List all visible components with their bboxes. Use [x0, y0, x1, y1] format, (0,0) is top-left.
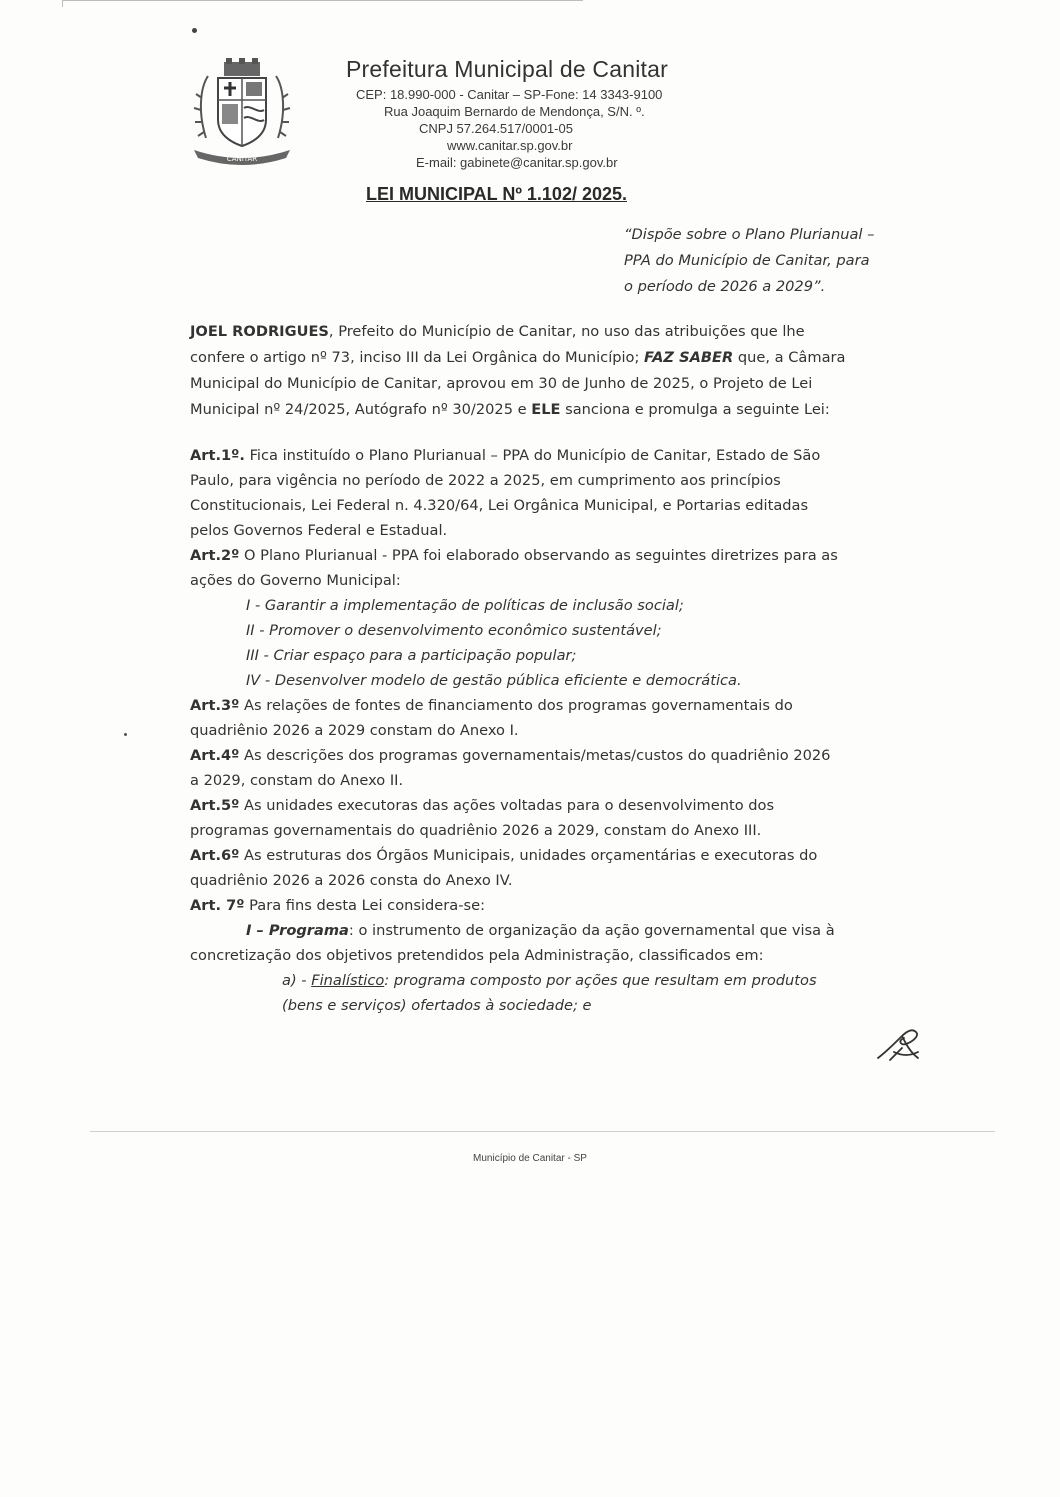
article-label: Art.5º [190, 797, 240, 814]
article-text: O Plano Plurianual - PPA foi elaborado observando as seguintes diretrizes para as [239, 547, 838, 564]
ele-word: ELE [531, 401, 561, 418]
article-text: Para fins desta Lei considera-se: [244, 897, 485, 914]
article-text: Fica instituído o Plano Plurianual – PPA do Município de Canitar, Estado de São [244, 447, 821, 464]
programa-term: I – Programa [246, 922, 349, 939]
article-label: Art.3º [190, 697, 240, 714]
scan-speck [192, 28, 197, 33]
article-label: Art.6º [190, 847, 240, 864]
faz-saber: FAZ SABER [644, 349, 734, 366]
guideline-item: I - Garantir a implementação de políticas de inclusão social; [246, 597, 684, 614]
preamble-text: confere o artigo nº 73, inciso III da Lei Orgânica do Município; [190, 349, 645, 366]
art3-line-1 [190, 694, 793, 718]
art7-line-1 [190, 894, 485, 918]
cep-phone-line: CEP: 18.990-000 - Canitar – SP-Fone: 14 3343-9100 [356, 87, 663, 102]
art2-line-1 [190, 544, 838, 568]
art1-line-1 [190, 444, 820, 468]
signature-initials-icon [872, 1022, 928, 1066]
art7-program-line [246, 919, 835, 943]
preamble-text: Municipal nº 24/2025, Autógrafo nº 30/2025 e [190, 401, 532, 418]
finalistico-term: Finalístico [311, 972, 385, 989]
scan-border-line [62, 0, 583, 7]
article-text: As descrições dos programas governamentais/metas/custos do quadriênio 2026 [239, 747, 831, 764]
coat-of-arms-icon [186, 58, 298, 166]
art1-line-2: Paulo, para vigência no período de 2022 a 2025, em cumprimento aos princípios [190, 472, 781, 489]
preamble-line-2 [190, 346, 845, 370]
article-text: : o instrumento de organização da ação governamental que visa à [348, 922, 835, 939]
cnpj-line: CNPJ 57.264.517/0001-05 [419, 121, 573, 136]
article-text: As relações de fontes de financiamento dos programas governamentais do [239, 697, 793, 714]
guideline-item: II - Promover o desenvolvimento econômico sustentável; [246, 622, 662, 639]
art4-line-1 [190, 744, 830, 768]
ementa [624, 222, 924, 300]
art5-line-2: programas governamentais do quadriênio 2026 a 2029, constam do Anexo III. [190, 822, 762, 839]
art6-line-2: quadriênio 2026 a 2026 consta do Anexo IV. [190, 872, 513, 889]
law-title: LEI MUNICIPAL Nº 1.102/ 2025. [366, 184, 627, 204]
art3-line-2: quadriênio 2026 a 2029 constam do Anexo I. [190, 722, 519, 739]
crest-banner-text: CANITAR [226, 155, 258, 163]
address-line: Rua Joaquim Bernardo de Mendonça, S/N. º. [384, 104, 645, 119]
art2-line-2: ações do Governo Municipal: [190, 572, 401, 589]
article-text: : programa composto por ações que resultam em produtos [384, 972, 817, 989]
preamble-text: sanciona e promulga a seguinte Lei: [560, 401, 830, 418]
preamble-line-1 [190, 320, 805, 344]
email-link[interactable]: E-mail: gabinete@canitar.sp.gov.br [416, 155, 618, 170]
article-label: Art.4º [190, 747, 240, 764]
article-text: As estruturas dos Órgãos Municipais, unidades orçamentárias e executoras do [239, 847, 818, 864]
website-link[interactable]: www.canitar.sp.gov.br [447, 138, 573, 153]
article-text: As unidades executoras das ações voltadas para o desenvolvimento dos [239, 797, 775, 814]
guideline-item: IV - Desenvolver modelo de gestão pública eficiente e democrática. [246, 672, 742, 689]
article-label: Art.2º [190, 547, 240, 564]
guideline-item: III - Criar espaço para a participação popular; [246, 647, 577, 664]
art4-line-2: a 2029, constam do Anexo II. [190, 772, 404, 789]
item-label: a) - [282, 972, 312, 989]
preamble-text: que, a Câmara [733, 349, 846, 366]
article-label: Art. 7º [190, 897, 245, 914]
art7-item-a [282, 969, 817, 993]
ementa-line: o período de 2026 a 2029”. [624, 278, 826, 295]
preamble-text: , Prefeito do Município de Canitar, no uso das atribuições que lhe [328, 323, 805, 340]
preamble-line-4 [190, 398, 830, 422]
ementa-line: PPA do Município de Canitar, para [624, 252, 870, 269]
footer-text: Município de Canitar - SP [473, 1153, 587, 1164]
article-label: Art.1º. [190, 447, 245, 464]
art7-item-a-line-2: (bens e serviços) ofertados à sociedade; e [282, 997, 592, 1014]
art5-line-1 [190, 794, 774, 818]
art6-line-1 [190, 844, 817, 868]
art1-line-4: pelos Governos Federal e Estadual. [190, 522, 448, 539]
footer-divider [90, 1131, 995, 1132]
mayor-name: JOEL RODRIGUES [190, 323, 329, 340]
ementa-line: “Dispõe sobre o Plano Plurianual – [624, 226, 875, 243]
art7-program-line-2: concretização dos objetivos pretendidos pela Administração, classificados em: [190, 947, 764, 964]
art1-line-3: Constitucionais, Lei Federal n. 4.320/64, Lei Orgânica Municipal, e Portarias editadas [190, 497, 809, 514]
institution-title: Prefeitura Municipal de Canitar [346, 56, 668, 82]
preamble-line-3: Municipal do Município de Canitar, aprovou em 30 de Junho de 2025, o Projeto de Lei [190, 375, 813, 392]
scan-speck [124, 733, 127, 736]
